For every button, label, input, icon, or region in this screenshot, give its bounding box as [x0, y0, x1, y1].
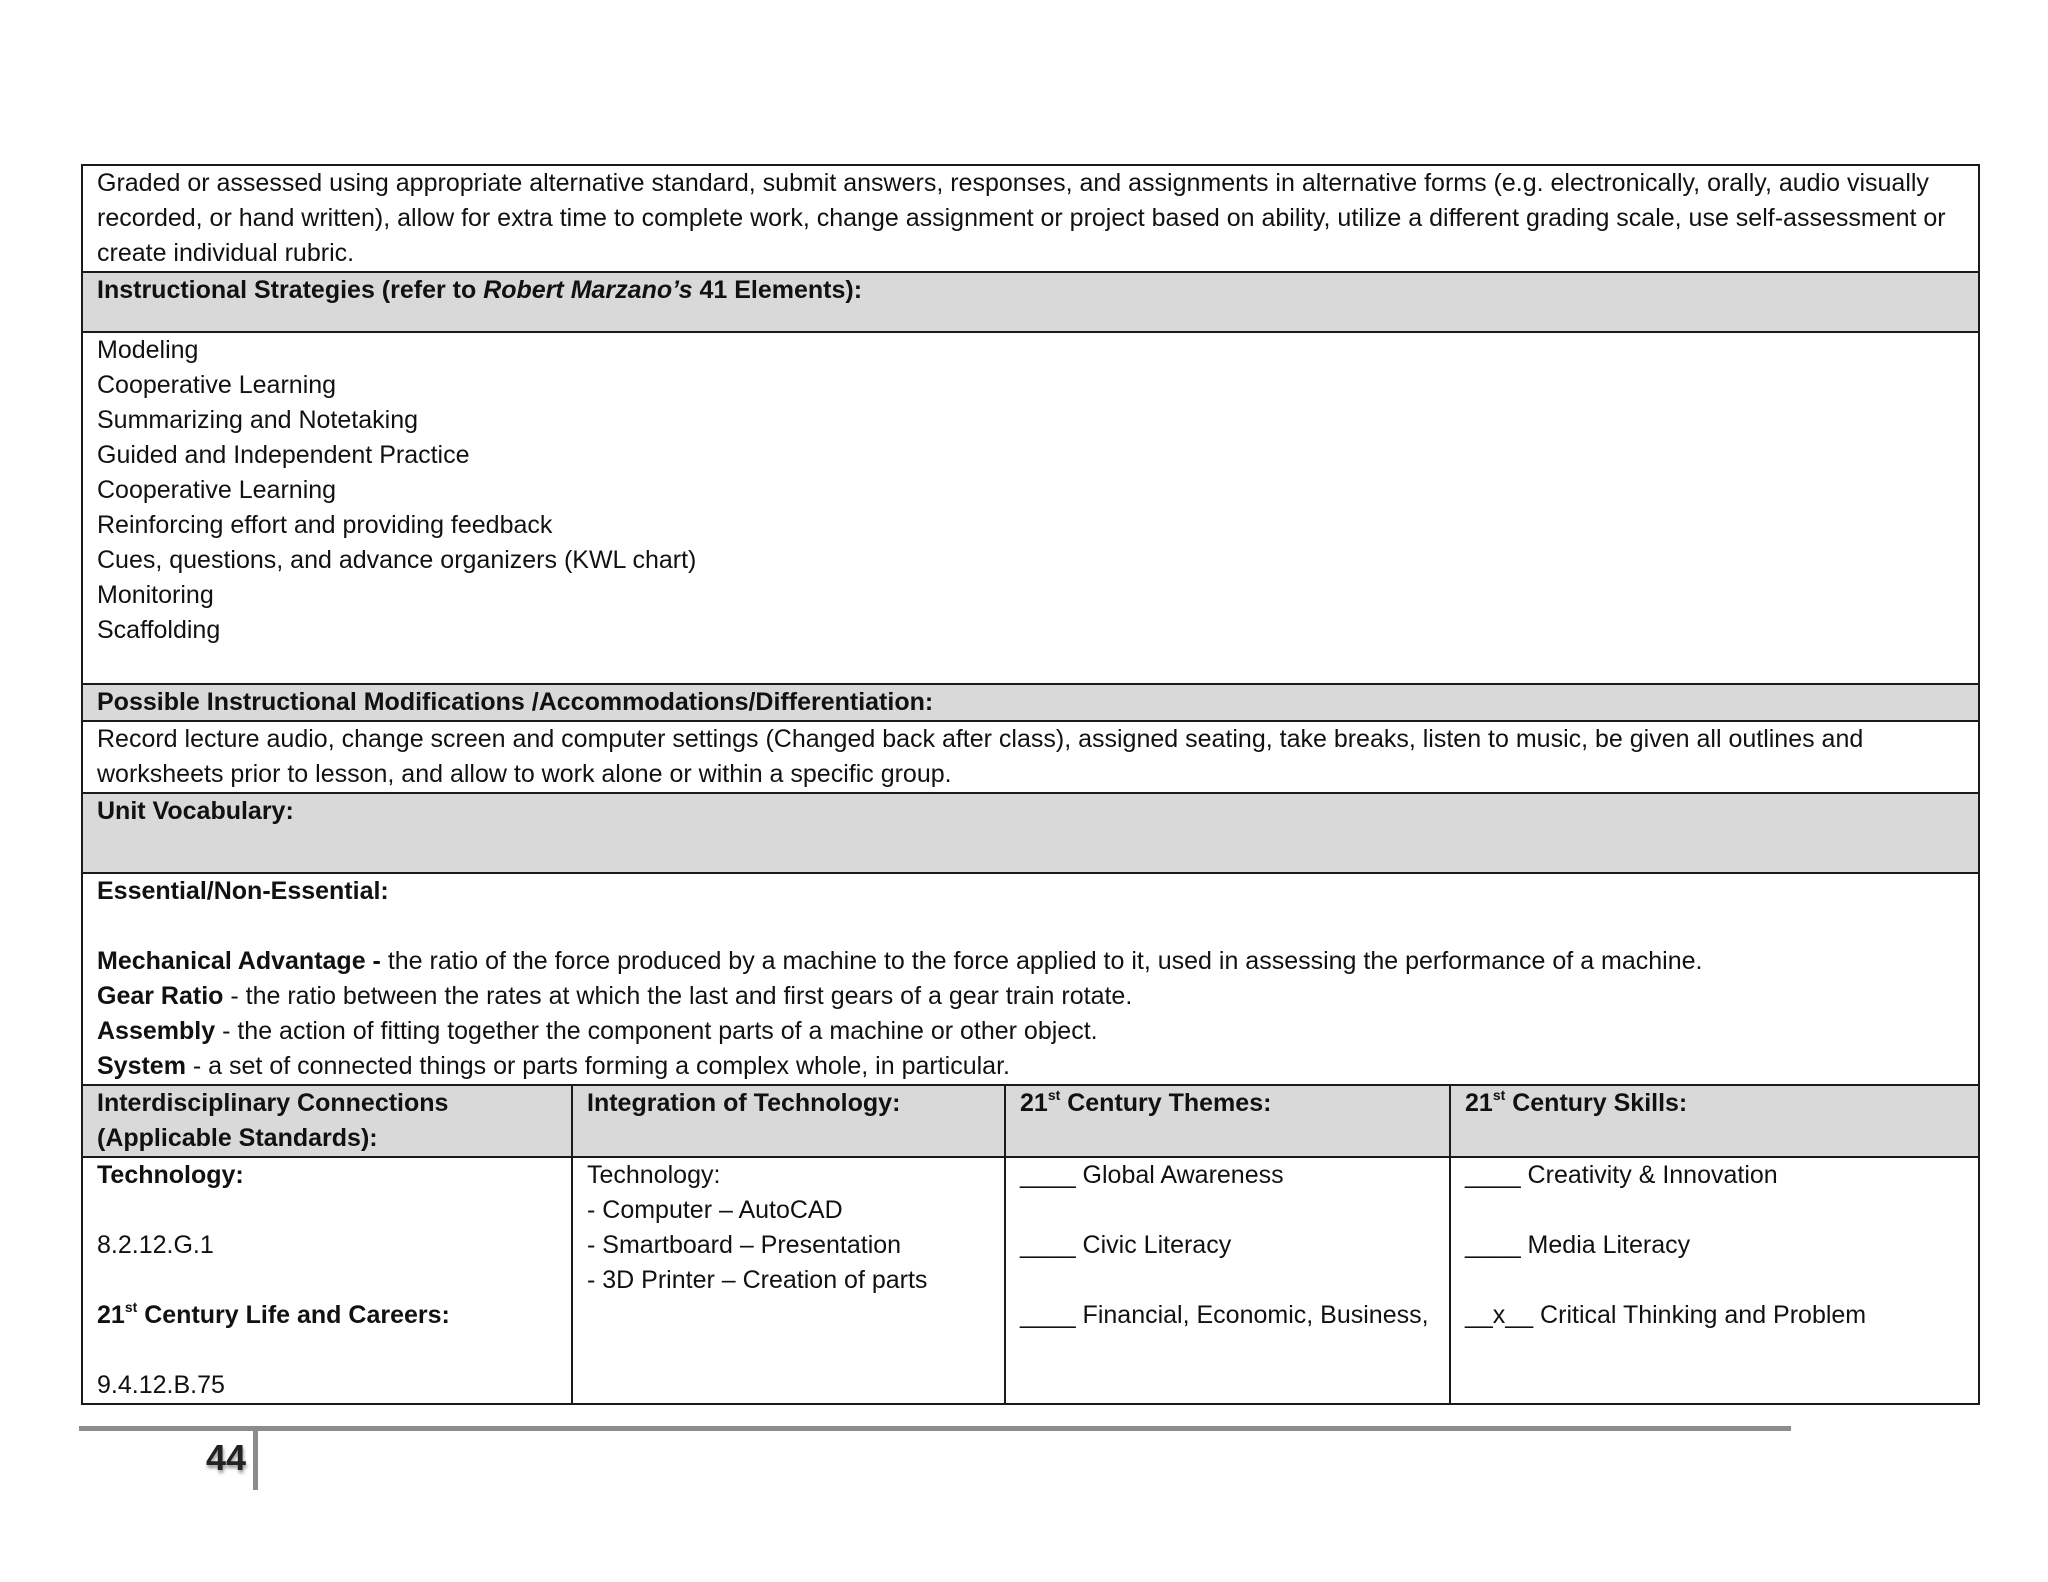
page-number: 44: [205, 1437, 246, 1478]
accommodations-cell: [82, 165, 1979, 272]
standards-cell: [82, 1157, 572, 1404]
theme-item: ____ Civic Literacy: [1020, 1231, 1232, 1259]
term-definition: - the ratio between the rates at which the last and first gears of a gear train rotate.: [223, 982, 1133, 1010]
term-definition: - the action of fitting together the component parts of a machine or other object.: [215, 1017, 1098, 1045]
accommodations-row: [82, 165, 1979, 272]
vocabulary-row: [82, 873, 1979, 1085]
vocabulary-term: [97, 944, 1964, 979]
modifications-row: [82, 721, 1979, 793]
century-themes-cell: [1005, 1157, 1450, 1404]
curriculum-table: [81, 164, 1980, 1405]
vocabulary-subheading: Essential/Non-Essential:: [97, 877, 389, 905]
strategies-list: [82, 332, 1979, 684]
vocabulary-term: [97, 1049, 1964, 1084]
strategies-row: [82, 332, 1979, 684]
footer-divider: [79, 1426, 1791, 1431]
technology-item: - Smartboard – Presentation: [587, 1231, 902, 1259]
interdisciplinary-heading: Interdisciplinary Connections (Applicable Standards):: [82, 1085, 572, 1157]
strategy-item: Summarizing and Notetaking: [97, 406, 418, 434]
term-name: Gear Ratio: [97, 982, 224, 1010]
strategy-item: Monitoring: [97, 581, 214, 609]
technology-integration-heading: Integration of Technology:: [572, 1085, 1005, 1157]
skill-item: __x__ Critical Thinking and Problem: [1465, 1301, 1867, 1329]
technology-item: - Computer – AutoCAD: [587, 1196, 843, 1224]
strategy-item: Cooperative Learning: [97, 371, 337, 399]
strategies-heading-row: [82, 272, 1979, 332]
term-name: Mechanical Advantage -: [97, 947, 381, 975]
term-definition: the ratio of the force produced by a machine to the force applied to it, used in assessing the performance of a machine.: [380, 947, 1703, 975]
technology-item: Technology:: [587, 1161, 721, 1189]
accommodations-text: Graded or assessed using appropriate alternative standard, submit answers, responses, and assignments in alternative forms (e.g. electronically, orally, audio visually recorded, or hand written), allow for extra time to complete work, change assignment or project based on ability, utilize a different grading scale, use self-assessment or create individual rubric.: [97, 169, 1946, 267]
strategy-item: Cues, questions, and advance organizers (KWL chart): [97, 546, 697, 574]
modifications-heading-row: [82, 684, 1979, 721]
page-number-divider: [253, 1431, 258, 1490]
strategy-item: Cooperative Learning: [97, 476, 337, 504]
term-name: Assembly: [97, 1017, 216, 1045]
vocabulary-heading-row: [82, 793, 1979, 873]
skill-item: ____ Media Literacy: [1465, 1231, 1691, 1259]
term-definition: - a set of connected things or parts forming a complex whole, in particular.: [185, 1052, 1010, 1080]
strategy-item: Guided and Independent Practice: [97, 441, 470, 469]
century-themes-heading: 21st Century Themes:: [1005, 1085, 1450, 1157]
century-skills-cell: [1450, 1157, 1979, 1404]
technology-standard-code: 8.2.12.G.1: [97, 1231, 214, 1259]
strategy-item: Scaffolding: [97, 616, 221, 644]
theme-item: ____ Global Awareness: [1020, 1161, 1284, 1189]
modifications-heading: Possible Instructional Modifications /Accommodations/Differentiation:: [82, 684, 1979, 721]
vocabulary-list: [82, 873, 1979, 1085]
vocabulary-term: [97, 979, 1964, 1014]
strategies-heading: Instructional Strategies (refer to Robert Marzano’s 41 Elements):: [82, 272, 1979, 332]
skill-item: ____ Creativity & Innovation: [1465, 1161, 1778, 1189]
technology-standard-label: Technology:: [97, 1161, 244, 1189]
vocabulary-heading: Unit Vocabulary:: [82, 793, 1979, 873]
connections-row: [82, 1157, 1979, 1404]
theme-item: ____ Financial, Economic, Business,: [1020, 1301, 1429, 1329]
strategy-item: Reinforcing effort and providing feedback: [97, 511, 553, 539]
careers-standard-code: 9.4.12.B.75: [97, 1371, 225, 1399]
vocabulary-term: [97, 1014, 1964, 1049]
careers-standard-label: 21st Century Life and Careers:: [97, 1299, 450, 1329]
technology-integration-cell: [572, 1157, 1005, 1404]
modifications-text: Record lecture audio, change screen and computer settings (Changed back after class), assigned seating, take breaks, listen to music, be given all outlines and worksheets prior to lesson, and allow to work alone or within a specific group.: [82, 721, 1979, 793]
technology-item: - 3D Printer – Creation of parts: [587, 1266, 928, 1294]
strategy-item: Modeling: [97, 336, 199, 364]
term-name: System: [97, 1052, 186, 1080]
marzano-reference: Robert Marzano’s: [483, 276, 693, 304]
century-skills-heading: 21st Century Skills:: [1450, 1085, 1979, 1157]
connections-heading-row: [82, 1085, 1979, 1157]
